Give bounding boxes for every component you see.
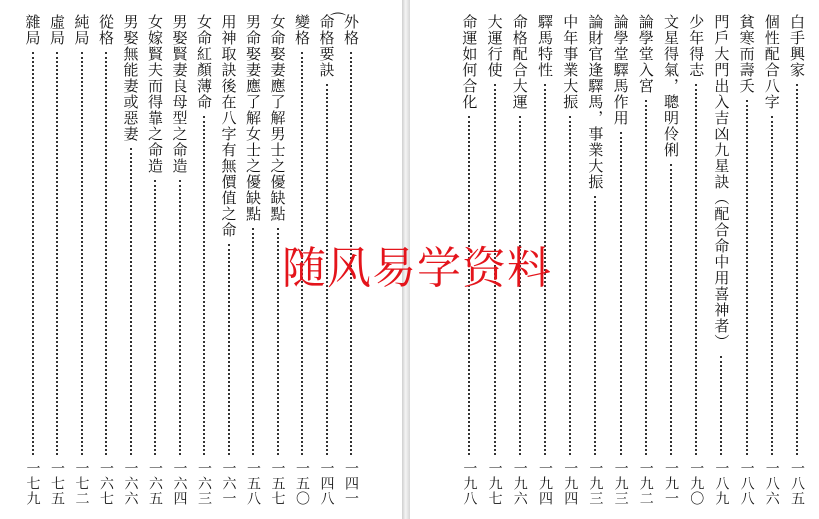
dotted-leader (670, 164, 672, 455)
toc-entry-title: 變格 (293, 14, 311, 46)
toc-entry-page-number: 一九一 (663, 461, 679, 506)
toc-entry-title: 外格 (342, 14, 360, 46)
toc-entry-title: 白手興家 (788, 14, 806, 78)
toc-entry-title: 文星得氣，聰明伶俐 (662, 14, 680, 158)
dotted-leader (645, 100, 647, 455)
toc-entry-page-number: 一九〇 (688, 461, 705, 506)
toc-entry[interactable] (193, 14, 215, 506)
dotted-leader (771, 116, 773, 455)
dotted-leader (81, 52, 83, 455)
toc-entry-title: 個性配合八字 (762, 14, 781, 110)
toc-entry-page-number: 一九八 (461, 461, 478, 506)
toc-entry-title: 女命娶妻應了解男士之優缺點 (268, 14, 287, 222)
toc-entry[interactable] (22, 14, 44, 506)
toc-entry-page-number: 一七五 (49, 461, 65, 506)
toc-entry[interactable] (120, 14, 142, 506)
toc-entry-page-number: 一九三 (612, 461, 629, 506)
dotted-leader (695, 84, 697, 455)
toc-entry-page-number: 一五八 (245, 461, 261, 506)
toc-entry[interactable] (169, 14, 191, 506)
toc-entry-page-number: 一八五 (789, 461, 805, 506)
toc-entry-page-number: 一六四 (171, 461, 188, 506)
toc-entry-page-number: 一七九 (24, 461, 41, 506)
dotted-leader (796, 84, 798, 455)
toc-entry-page-number: 一五七 (269, 461, 286, 506)
toc-entry-page-number: 一六一 (220, 461, 237, 506)
toc-entry-page-number: 一八八 (738, 461, 755, 506)
toc-entry-page-number: 一九六 (511, 461, 528, 506)
toc-entry-title: 命運如何合化 (460, 14, 479, 110)
toc-entry-title: 女嫁賢夫而得靠之命造 (146, 14, 164, 174)
toc-entry[interactable] (584, 14, 606, 506)
toc-entry-title: 虛局 (48, 14, 66, 46)
dotted-leader (228, 244, 230, 455)
toc-entry[interactable] (71, 14, 93, 506)
toc-entry-page-number: 一九二 (637, 461, 654, 506)
toc-entry-page-number: 一六三 (196, 461, 212, 506)
corner-mark: ⌒ (330, 11, 347, 30)
toc-entry-title: 女命紅顏薄命 (195, 14, 213, 110)
toc-entry[interactable] (46, 14, 68, 506)
dotted-leader (569, 116, 571, 455)
toc-entry-title: 大運行使 (485, 14, 504, 78)
toc-entry-title: 純局 (72, 14, 91, 46)
dotted-leader (203, 116, 205, 455)
dotted-leader (32, 52, 34, 455)
toc-entry-title: 男娶無能妻或惡妻 (121, 14, 140, 142)
toc-entry-page-number: 一四八 (318, 461, 335, 506)
toc-entry[interactable] (736, 14, 758, 506)
toc-entry-title: 命格要訣 (317, 14, 336, 78)
dotted-leader (620, 132, 622, 455)
toc-entry-page-number: 一九四 (562, 461, 579, 506)
toc-entry[interactable] (710, 14, 732, 506)
toc-entry[interactable] (218, 14, 240, 506)
toc-entry-title: 用神取訣後在八字有無價值之命 (219, 14, 238, 238)
toc-entry-page-number: 一九三 (587, 461, 604, 506)
toc-entry-page-number: 一八九 (713, 461, 730, 506)
toc-entry[interactable] (635, 14, 657, 506)
toc-entry-page-number: 一五〇 (294, 461, 310, 506)
toc-entry-title: 命格配合大運 (510, 14, 529, 110)
watermark-text: 随风易学资料 (282, 243, 552, 294)
dotted-leader (720, 356, 722, 455)
toc-entry-title: 論學堂驛馬作用 (611, 14, 630, 126)
dotted-leader (105, 52, 107, 455)
toc-entry-title: 從格 (97, 14, 115, 46)
toc-entry[interactable] (95, 14, 117, 506)
toc-entry-page-number: 一四一 (343, 461, 359, 506)
toc-entry-title: 論學堂入宮 (636, 14, 655, 94)
dotted-leader (277, 228, 279, 455)
toc-entry-page-number: 一八六 (763, 461, 780, 506)
toc-entry-title: 驛馬特性 (536, 14, 554, 78)
toc-entry-page-number: 一九七 (486, 461, 503, 506)
toc-entry[interactable] (559, 14, 581, 506)
toc-entry[interactable] (685, 14, 707, 506)
dotted-leader (746, 100, 748, 455)
toc-entry-title: 中年事業大振 (561, 14, 580, 110)
dotted-leader (154, 180, 156, 455)
toc-entry[interactable] (610, 14, 632, 506)
toc-entry-title: 少年得志 (687, 14, 706, 78)
dotted-leader (130, 148, 132, 455)
dotted-leader (179, 180, 181, 455)
toc-entry-page-number: 一六六 (122, 461, 139, 506)
toc-entry-title: 貧寒而壽夭 (737, 14, 756, 94)
toc-entry[interactable] (761, 14, 783, 506)
toc-entry[interactable] (786, 14, 808, 506)
toc-entry-page-number: 一七二 (73, 461, 90, 506)
toc-entry-page-number: 一六五 (147, 461, 163, 506)
toc-entry-page-number: 一六七 (98, 461, 114, 506)
toc-entry-page-number: 一九四 (537, 461, 553, 506)
toc-entry-title: 雜局 (23, 14, 42, 46)
dotted-leader (252, 228, 254, 455)
toc-entry-title: 男命娶妻應了解女士之優缺點 (244, 14, 262, 222)
toc-entry-title: 門戶大門出入吉凶九星訣（配合命中用喜神者） (712, 14, 731, 350)
toc-entry[interactable] (144, 14, 166, 506)
toc-entry-title: 論財官逢驛馬，事業大振 (586, 14, 605, 190)
dotted-leader (594, 196, 596, 455)
toc-entry[interactable] (242, 14, 264, 506)
toc-entry[interactable] (660, 14, 682, 506)
dotted-leader (56, 52, 58, 455)
toc-entry-title: 男娶賢妻良母型之命造 (170, 14, 189, 174)
